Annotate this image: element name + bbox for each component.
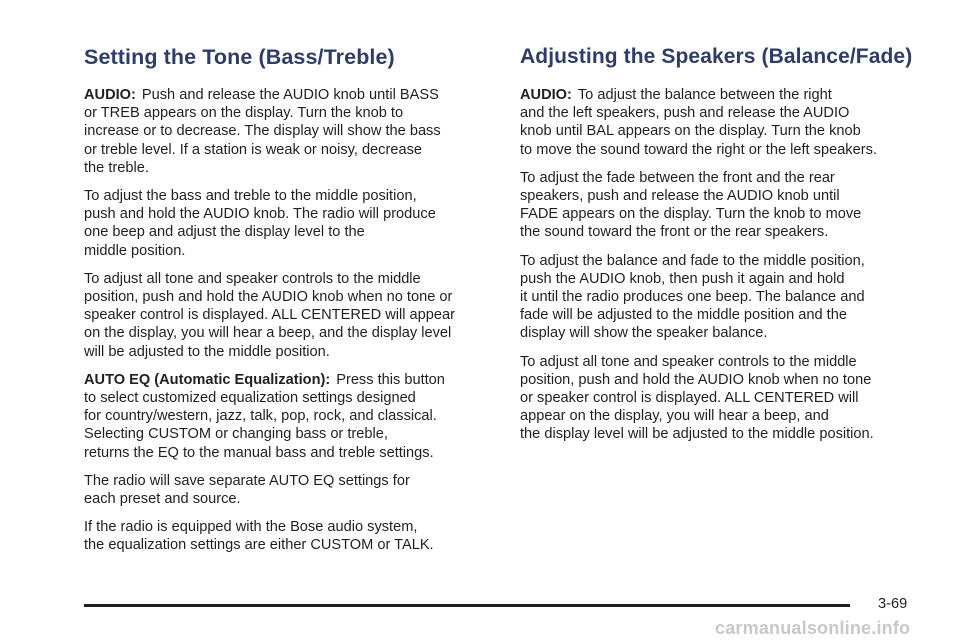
text-line [84, 86, 494, 104]
line-text: Selecting CUSTOM or changing bass or treble, [84, 426, 388, 443]
text-line [520, 205, 930, 223]
line-text: knob until BAL appears on the display. Turn the knob [520, 123, 861, 140]
section-heading-speakers: Adjusting the Speakers (Balance/Fade) [520, 45, 913, 68]
text-line [84, 205, 494, 223]
line-text: or speaker control is displayed. ALL CENTERED will [520, 390, 859, 407]
text-line [84, 187, 494, 205]
text-line [520, 252, 930, 270]
text-line [84, 518, 494, 536]
line-text: middle position. [84, 242, 186, 259]
line-text: speaker control is displayed. ALL CENTERED will appear [84, 307, 455, 324]
line-text: returns the EQ to the manual bass and treble settings. [84, 444, 434, 461]
line-text: display will show the speaker balance. [520, 325, 768, 342]
line-text: position, push and hold the AUDIO knob when no tone or [84, 289, 453, 306]
line-text: To adjust the bass and treble to the middle position, [84, 188, 417, 205]
text-line [520, 187, 930, 205]
line-text: To adjust the fade between the front and the rear [520, 169, 835, 186]
line-text: the treble. [84, 159, 149, 176]
watermark-logo: carmanualsonline.info [715, 618, 911, 638]
line-text: The radio will save separate AUTO EQ settings for [84, 472, 410, 489]
line-text: FADE appears on the display. Turn the knob to move [520, 206, 862, 223]
line-text: push and hold the AUDIO knob. The radio will produce [84, 206, 436, 223]
text-line [84, 104, 494, 122]
line-text: push the AUDIO knob, then push it again and hold [520, 270, 845, 287]
text-line [84, 306, 494, 324]
right-column [520, 44, 930, 454]
left-column [84, 44, 494, 565]
text-line [84, 343, 494, 361]
text-line [520, 141, 930, 159]
left-body [84, 86, 494, 555]
paragraph-lead-label: AUDIO: [84, 87, 136, 103]
line-text: position, push and hold the AUDIO knob when no tone [520, 371, 872, 388]
line-text: on the display, you will hear a beep, and the display level [84, 325, 452, 342]
line-text: Push and release the AUDIO knob until BASS [141, 87, 439, 103]
paragraph [84, 86, 494, 177]
text-line [84, 425, 494, 443]
line-text: appear on the display, you will hear a beep, and [520, 408, 829, 425]
paragraph [520, 169, 930, 242]
line-text: or TREB appears on the display. Turn the knob to [84, 105, 404, 122]
paragraph [520, 353, 930, 444]
text-line [84, 536, 494, 554]
line-text: it until the radio produces one beep. The balance and [520, 289, 865, 306]
line-text: the display level will be adjusted to the middle position. [520, 426, 874, 443]
line-text: Press this button [336, 371, 445, 388]
line-text: to move the sound toward the right or the left speakers. [520, 141, 877, 158]
line-text: or treble level. If a station is weak or noisy, decrease [84, 141, 422, 158]
page-number: 3-69 [878, 596, 908, 612]
text-line [84, 288, 494, 306]
line-text: will be adjusted to the middle position. [84, 343, 330, 360]
text-line [84, 242, 494, 260]
text-line [84, 371, 494, 389]
text-line [520, 425, 930, 443]
line-text: for country/western, jazz, talk, pop, rock, and classical. [84, 408, 437, 425]
right-body [520, 86, 930, 444]
line-text: the sound toward the front or the rear speakers. [520, 224, 829, 241]
text-line [84, 159, 494, 177]
text-line [84, 324, 494, 342]
line-text: To adjust the balance between the right [577, 87, 832, 103]
text-line [84, 389, 494, 407]
paragraph [84, 187, 494, 260]
paragraph [84, 518, 494, 554]
line-text: one beep and adjust the display level to the [84, 224, 365, 241]
line-text: each preset and source. [84, 491, 241, 508]
text-line [84, 223, 494, 241]
line-text: the equalization settings are either CUSTOM or TALK. [84, 537, 434, 554]
text-line [84, 141, 494, 159]
paragraph [84, 472, 494, 508]
footer-rule [84, 604, 850, 607]
text-line [520, 389, 930, 407]
text-line [520, 122, 930, 140]
line-text: To adjust all tone and speaker controls to the middle [84, 270, 421, 287]
line-text: If the radio is equipped with the Bose audio system, [84, 519, 418, 536]
text-line [84, 122, 494, 140]
text-line [520, 407, 930, 425]
text-line [520, 86, 930, 104]
line-text: To adjust all tone and speaker controls to the middle [520, 353, 857, 370]
paragraph [520, 252, 930, 343]
text-line [520, 353, 930, 371]
text-line [84, 444, 494, 462]
text-line [84, 490, 494, 508]
paragraph [84, 371, 494, 462]
line-text: to select customized equalization settings designed [84, 390, 416, 407]
line-text: To adjust the balance and fade to the middle position, [520, 252, 865, 269]
text-line [520, 104, 930, 122]
text-line [520, 169, 930, 187]
text-line [520, 223, 930, 241]
line-text: and the left speakers, push and release the AUDIO [520, 105, 850, 122]
text-line [84, 407, 494, 425]
paragraph [84, 270, 494, 361]
text-line [520, 270, 930, 288]
paragraph-lead-label: AUDIO: [520, 87, 572, 103]
paragraph [520, 86, 930, 159]
text-line [84, 472, 494, 490]
text-line [520, 324, 930, 342]
line-text: increase or to decrease. The display will show the bass [84, 123, 441, 140]
text-line [520, 306, 930, 324]
line-text: fade will be adjusted to the middle position and the [520, 307, 847, 324]
text-line [520, 371, 930, 389]
text-line [84, 270, 494, 288]
section-heading-tone: Setting the Tone (Bass/Treble) [84, 45, 395, 69]
line-text: speakers, push and release the AUDIO knob until [520, 188, 840, 205]
text-line [520, 288, 930, 306]
paragraph-lead-label: AUTO EQ (Automatic Equalization): [84, 371, 331, 388]
